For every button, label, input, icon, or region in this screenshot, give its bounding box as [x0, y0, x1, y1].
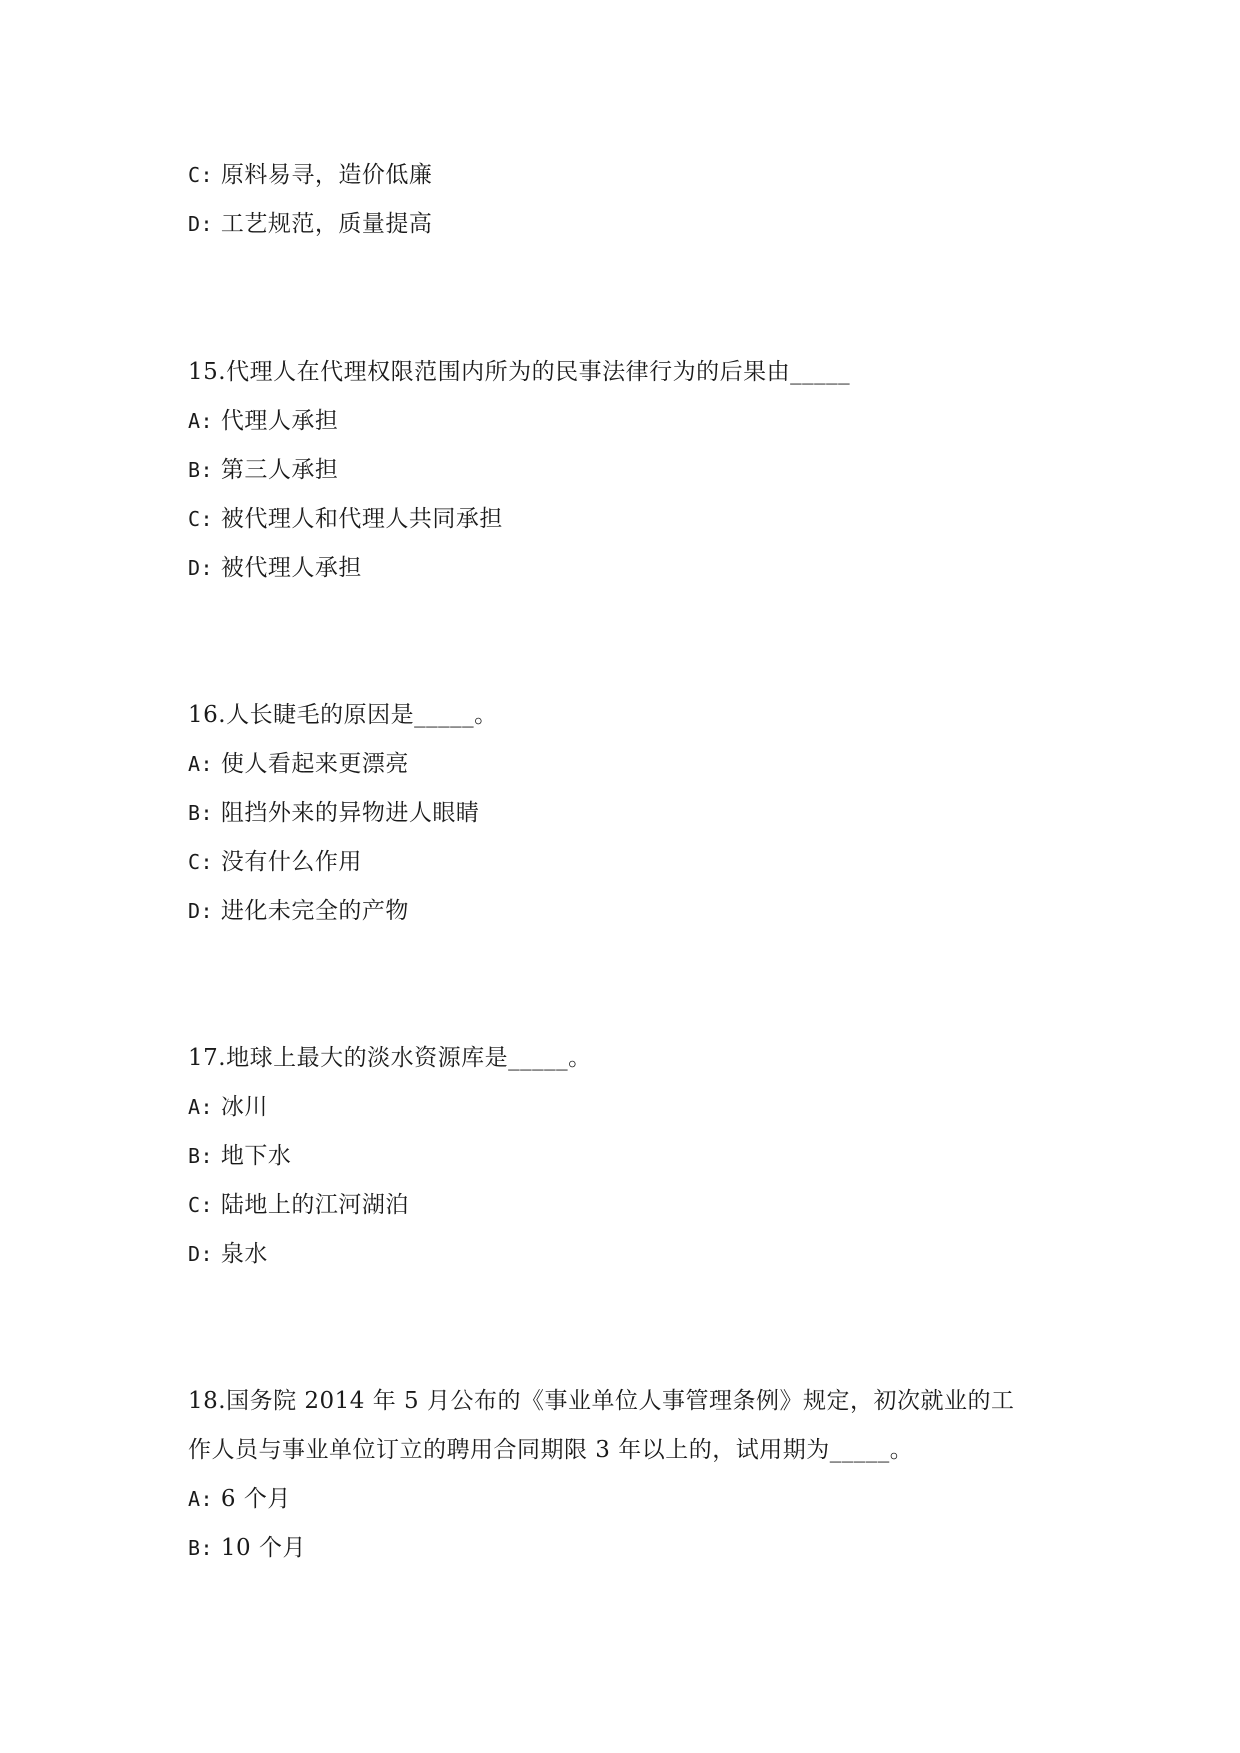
option-text: 代理人承担	[220, 408, 339, 434]
option-text: 被代理人和代理人共同承担	[220, 506, 503, 532]
option-b	[188, 455, 338, 485]
option-label: C:	[188, 507, 214, 531]
option-a	[188, 749, 409, 779]
question-stem: 17.地球上最大的淡水资源库是_____。	[188, 1045, 592, 1071]
option-text: 原料易寻，造价低廉	[220, 162, 433, 188]
option-c	[188, 847, 362, 877]
option-c	[188, 1190, 409, 1220]
option-text: 陆地上的江河湖泊	[220, 1192, 409, 1218]
option-label: D:	[188, 212, 214, 236]
option-c	[188, 504, 503, 534]
option-text: 工艺规范，质量提高	[220, 211, 433, 237]
option-a	[188, 1484, 291, 1514]
option-c	[188, 160, 432, 190]
option-text: 被代理人承担	[220, 555, 362, 581]
option-text: 没有什么作用	[220, 849, 362, 875]
option-label: B:	[188, 1144, 214, 1168]
option-label: A:	[188, 752, 214, 776]
option-label: A:	[188, 409, 214, 433]
option-b	[188, 1141, 291, 1171]
option-label: A:	[188, 1095, 214, 1119]
question-stem: 18.国务院 2014 年 5 月公布的《事业单位人事管理条例》规定，初次就业的工	[188, 1388, 1015, 1414]
question-stem-continued: 作人员与事业单位订立的聘用合同期限 3 年以上的，试用期为_____。	[188, 1437, 914, 1463]
option-label: B:	[188, 458, 214, 482]
option-text: 冰川	[220, 1094, 268, 1120]
option-label: C:	[188, 850, 214, 874]
option-b	[188, 798, 479, 828]
question-stem: 15.代理人在代理权限范围内所为的民事法律行为的后果由_____	[188, 359, 851, 385]
option-label: C:	[188, 163, 214, 187]
option-text: 阻挡外来的异物进人眼睛	[220, 800, 480, 826]
option-text: 10 个月	[220, 1535, 306, 1561]
option-label: D:	[188, 899, 214, 923]
option-label: B:	[188, 1536, 214, 1560]
option-text: 地下水	[220, 1143, 292, 1169]
option-a	[188, 406, 338, 436]
option-text: 进化未完全的产物	[220, 898, 409, 924]
option-a	[188, 1092, 268, 1122]
option-text: 泉水	[220, 1241, 268, 1267]
option-label: D:	[188, 1242, 214, 1266]
option-d	[188, 209, 432, 239]
option-d	[188, 1239, 268, 1269]
option-label: D:	[188, 556, 214, 580]
option-label: A:	[188, 1487, 214, 1511]
option-b	[188, 1533, 306, 1563]
option-text: 第三人承担	[220, 457, 339, 483]
option-text: 6 个月	[220, 1486, 291, 1512]
option-d	[188, 553, 362, 583]
option-label: C:	[188, 1193, 214, 1217]
option-d	[188, 896, 409, 926]
option-label: B:	[188, 801, 214, 825]
question-stem: 16.人长睫毛的原因是_____。	[188, 702, 498, 728]
option-text: 使人看起来更漂亮	[220, 751, 409, 777]
